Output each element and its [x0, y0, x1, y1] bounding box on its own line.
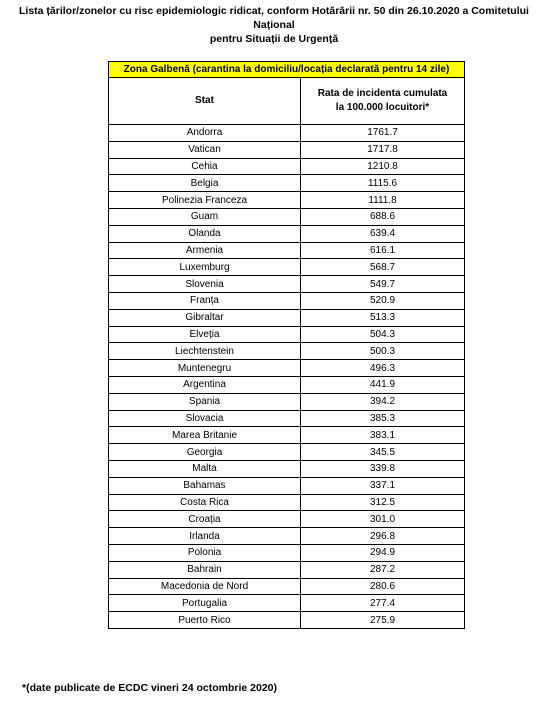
state-cell: Puerto Rico — [109, 612, 301, 629]
state-cell: Guam — [109, 208, 301, 225]
table-row — [109, 494, 465, 511]
state-cell: Muntenegru — [109, 360, 301, 377]
state-cell: Armenia — [109, 242, 301, 259]
state-cell: Slovacia — [109, 410, 301, 427]
table-row — [109, 242, 465, 259]
state-cell: Malta — [109, 460, 301, 477]
table-row — [109, 477, 465, 494]
state-cell: Portugalia — [109, 595, 301, 612]
rate-cell: 639.4 — [301, 225, 465, 242]
table-row — [109, 410, 465, 427]
rate-cell: 1761.7 — [301, 125, 465, 142]
state-cell: Vatican — [109, 141, 301, 158]
state-cell: Croația — [109, 511, 301, 528]
state-cell: Cehia — [109, 158, 301, 175]
risk-countries-table — [108, 61, 465, 629]
rate-cell: 568.7 — [301, 259, 465, 276]
rate-cell: 385.3 — [301, 410, 465, 427]
rate-cell: 294.9 — [301, 544, 465, 561]
rate-cell: 394.2 — [301, 393, 465, 410]
state-cell: Polonia — [109, 544, 301, 561]
rate-cell: 513.3 — [301, 309, 465, 326]
table-row — [109, 544, 465, 561]
rate-cell: 441.9 — [301, 376, 465, 393]
state-cell: Macedonia de Nord — [109, 578, 301, 595]
state-cell: Belgia — [109, 175, 301, 192]
state-cell: Marea Britanie — [109, 427, 301, 444]
rate-cell: 301.0 — [301, 511, 465, 528]
document-title — [14, 4, 534, 46]
table-row — [109, 393, 465, 410]
rate-cell: 312.5 — [301, 494, 465, 511]
title-line-1: Lista țărilor/zonelor cu risc epidemiologic ridicat, conform Hotărârii nr. 50 din 26.10.2020 a Comitetului Național — [19, 5, 529, 31]
table-row — [109, 326, 465, 343]
rate-cell: 383.1 — [301, 427, 465, 444]
table-row — [109, 427, 465, 444]
rate-cell: 1210.8 — [301, 158, 465, 175]
rate-cell: 496.3 — [301, 360, 465, 377]
table-row — [109, 444, 465, 461]
rate-cell: 616.1 — [301, 242, 465, 259]
footnote: *(date publicate de ECDC vineri 24 octombrie 2020) — [22, 682, 277, 694]
table-row — [109, 259, 465, 276]
rate-cell: 287.2 — [301, 561, 465, 578]
state-cell: Gibraltar — [109, 309, 301, 326]
state-cell: Andorra — [109, 125, 301, 142]
state-cell: Slovenia — [109, 276, 301, 293]
rate-cell: 504.3 — [301, 326, 465, 343]
table-row — [109, 612, 465, 629]
table-row — [109, 225, 465, 242]
state-cell: Franța — [109, 292, 301, 309]
state-cell: Georgia — [109, 444, 301, 461]
rate-cell: 275.9 — [301, 612, 465, 629]
rate-cell: 1115.6 — [301, 175, 465, 192]
rate-cell: 296.8 — [301, 528, 465, 545]
header-rate-line-1: Rata de incidenta cumulata — [317, 88, 448, 99]
rate-cell: 345.5 — [301, 444, 465, 461]
rate-cell: 549.7 — [301, 276, 465, 293]
table-row — [109, 360, 465, 377]
state-cell: Polinezia Franceza — [109, 192, 301, 209]
table-row — [109, 292, 465, 309]
state-cell: Argentina — [109, 376, 301, 393]
state-cell: Olanda — [109, 225, 301, 242]
table-row — [109, 208, 465, 225]
table-row — [109, 528, 465, 545]
table-row — [109, 460, 465, 477]
table-row — [109, 561, 465, 578]
rate-cell: 280.6 — [301, 578, 465, 595]
table-row — [109, 175, 465, 192]
state-cell: Bahamas — [109, 477, 301, 494]
state-cell: Irlanda — [109, 528, 301, 545]
header-rate-line-2: la 100.000 locuitori* — [335, 102, 430, 113]
rate-cell: 688.6 — [301, 208, 465, 225]
header-rate — [301, 78, 465, 125]
table-row — [109, 578, 465, 595]
state-cell: Luxemburg — [109, 259, 301, 276]
column-header-row — [109, 78, 465, 125]
table-row — [109, 595, 465, 612]
table-row — [109, 309, 465, 326]
rate-cell: 1111.8 — [301, 192, 465, 209]
table-row — [109, 158, 465, 175]
header-state: Stat — [109, 78, 301, 125]
table-row — [109, 192, 465, 209]
table-row — [109, 125, 465, 142]
state-cell: Elveția — [109, 326, 301, 343]
zone-label: Zona Galbenă (carantina la domiciliu/locația declarată pentru 14 zile) — [109, 62, 465, 78]
rate-cell: 520.9 — [301, 292, 465, 309]
zone-header-row — [109, 62, 465, 78]
table-row — [109, 376, 465, 393]
state-cell: Spania — [109, 393, 301, 410]
rate-cell: 1717.8 — [301, 141, 465, 158]
table-row — [109, 343, 465, 360]
rate-cell: 337.1 — [301, 477, 465, 494]
table-row — [109, 511, 465, 528]
table-body — [109, 125, 465, 629]
title-line-2: pentru Situații de Urgență — [209, 33, 339, 45]
rate-cell: 500.3 — [301, 343, 465, 360]
table-row — [109, 141, 465, 158]
state-cell: Bahrain — [109, 561, 301, 578]
table-row — [109, 276, 465, 293]
rate-cell: 277.4 — [301, 595, 465, 612]
state-cell: Costa Rica — [109, 494, 301, 511]
state-cell: Liechtenstein — [109, 343, 301, 360]
rate-cell: 339.8 — [301, 460, 465, 477]
